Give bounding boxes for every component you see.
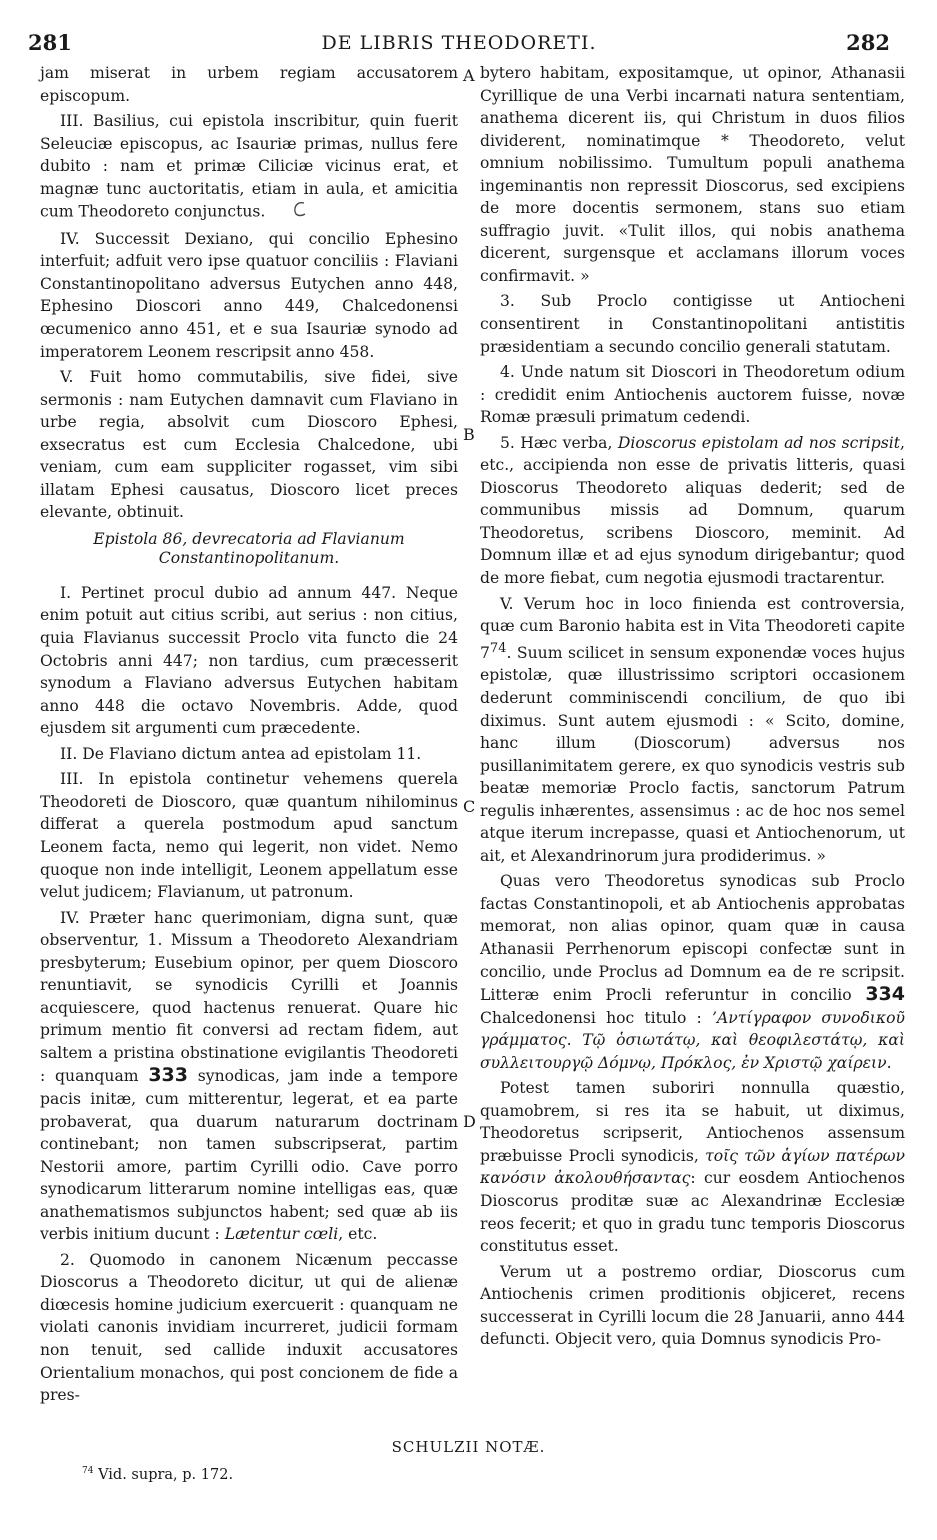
paragraph: II. De Flaviano dictum antea ad epistolam 11.	[60, 744, 422, 763]
paragraph: IV. Successit Dexiano, qui concilio Ephesino interfuit; adfuit vero ipse quatuor conciliis : Flaviani Constantinopolitano adversus Eutychen anno 448, Ephesino Dioscori anno 449, Chalcedonensi œcumenico anno 451, et e sua Isauriæ synodo ad imperatorem Leonem rescripsit anno 458.	[40, 229, 458, 361]
margin-marker-a: A	[463, 66, 475, 85]
footnote-mark: 74	[82, 1466, 94, 1476]
footnote-ref: 74	[489, 640, 507, 656]
pencil-mark-icon	[270, 200, 310, 225]
paragraph-text: , etc., accipienda non esse de privatis litteris, quasi Dioscorus Theodoreto aliquas dederit; sed de communibus missis ad Domnum, quarum Theodoretus, scribens Dioscoro, meminit. Ad Domnum illæ et ad ejus synodum dirigebantur; quod de more fiebat, cum negotia ejusmodi tractarentur.	[480, 433, 905, 588]
footnote	[82, 1466, 233, 1483]
page-break-number: 333	[148, 1064, 188, 1087]
paragraph	[480, 432, 905, 590]
paragraph	[480, 870, 905, 1074]
paragraph: bytero habitam, expositamque, ut opinor, Athanasii Cyrillique de una Verbi incarnati natura sententiam, anathema dicerent iis, qui Christum in duos filios dividerent, nominatimque * Theodoreto, velut omnium nobilissimo. Tumultum populi anathema ingeminantis non repressit Dioscorus, sed excipiens de more docentis sermonem, stans suo etiam suffragio juvit. «Tulit illos, qui nobis anathema dicerent, surgensque et acclamans illorum voces confirmavit. »	[480, 64, 905, 285]
paragraph: I. Pertinet procul dubio ad annum 447. Neque enim potuit aut citius scribi, aut serius : non citius, quia Flavianus successit Proclo vita functo die 24 Octobris anni 447; non tardius, cum præcesserit synodum a Flaviano adversus Eutychen habitam anno 448 die octavo Novembris. Adde, quod ejusdem sit argumenti cum præcedente.	[40, 583, 458, 738]
footnote-text: Vid. supra, p. 172.	[98, 1466, 234, 1483]
notes-title: SCHULZII NOTÆ.	[391, 1438, 546, 1456]
paragraph	[480, 1077, 905, 1257]
margin-marker-b: B	[463, 425, 475, 444]
page-header	[28, 30, 890, 56]
paragraph: III. In epistola continetur vehemens querela Theodoreti de Dioscoro, quæ quantum nihilominus differat a querela postmodum apud sanctum Leonem facta, nemo qui legerit, non videt. Nemo quoque non inde intelligit, Leonem appellatum esse velut judicem; Flavianum, ut patronum.	[40, 770, 458, 902]
paragraph-text: : cur eosdem Antiochenos Dioscorus proditæ suæ ac Alexandrinæ Ecclesiæ reos fecerit; et quo in gradu tunc temporis Dioscorus constitutus esset.	[480, 1169, 905, 1256]
paragraph-text: V. Verum hoc in loco finienda est controversia, quæ cum Baronio habita est in Vita Theodoreti capite 7	[480, 594, 905, 662]
paragraph-text: IV. Præter hanc querimoniam, digna sunt, quæ observentur, 1. Missum a Theodoreto Alexandriam presbyterum; Eusebium opinor, per quem Dioscoro renuntiavit, se synodicis Cyrilli et Joannis acquiescere, quod hactenus renuerat. Quare hic primum mentio fit conversi ad rectam fidem, aut saltem a pristina obstinatione evigilantis Theodoreti : quanquam	[40, 908, 458, 1086]
section-heading: Epistola 86, devrecatoria ad Flavianum Constantinopolitanum.	[93, 529, 405, 567]
paragraph: 2. Quomodo in canonem Nicænum peccasse Dioscorus a Theodoreto dicitur, ut qui de alienæ diœcesis homine judicium exercuerit : quanquam ne violati canonis invidiam incurreret, judicii formam non tenuit, sed callide induxit accusatores Orientalium monachos, qui post concionem de fide a pres-	[40, 1250, 458, 1405]
paragraph: jam miserat in urbem regiam accusatorem episcopum.	[40, 64, 458, 105]
greek-quote: ’Αντίγραφον συνοδικοῦ γράμματος. Τῷ ὁσιωτάτῳ, καὶ θεοφιλεστάτῳ, καὶ συλλειτουργῷ Δόμνῳ, Πρόκλος, ἐν Χριστῷ χαίρειν.	[480, 1008, 905, 1072]
page-break-number: 334	[865, 983, 905, 1006]
paragraph-text: 5. Hæc verba,	[500, 433, 613, 452]
paragraph-text: Chalcedonensi hoc titulo :	[480, 1008, 702, 1027]
left-column	[40, 62, 458, 1410]
paragraph-text: III. Basilius, cui epistola inscribitur, quin fuerit Seleuciæ episcopus, ac Isauriæ primas, nullus fere dubito : nam et primæ Ciliciæ vicinus erat, et magnæ tunc auctoritatis, etiam in aula, et amicitia cum Theodoreto conjunctus.	[40, 112, 458, 221]
margin-marker-c: C	[463, 797, 476, 816]
paragraph: V. Fuit homo commutabilis, sive fidei, sive sermonis : nam Eutychen damnavit cum Flaviano in urbe regia, absolvit cum Dioscoro Ephesi, exsecratus est cum Ecclesia Chalcedone, ubi veniam, cum eam suppliciter rogasset, vim sibi illatam Ephesi causatus, Dioscoro licet preces elevante, obtinuit.	[40, 368, 458, 522]
italic-quote: Lætentur cœli	[224, 1225, 339, 1244]
paragraph-text: Potest tamen suboriri nonnulla quæstio, quamobrem, si res ita se habuit, ut diximus, Theodoretus scripserit, Antiochenos assensum præbuisse Procli synodicis,	[480, 1079, 905, 1165]
paragraph: 4. Unde natum sit Dioscori in Theodoretum odium : credidit enim Antiochenis auctorem fuisse, novæ Romæ præsuli primatum cedendi.	[480, 363, 905, 427]
paragraph-text: synodicas, jam inde a tempore pacis initæ, cum mitterentur, legerat, et ea parte probaverat, qua duarum naturarum doctrinam continebant; non tamen subscripserat, partim Nestorii amore, partim Cyrilli odio. Cave porro synodicarum litterarum nomine intelligas eas, quæ anathematismos subjunctos habent; sed quæ ab iis verbis initium ducunt :	[40, 1067, 458, 1244]
paragraph-text: Quas vero Theodoretus synodicas sub Proclo factas Constantinopoli, et ab Antiochenis approbatas memorat, non alias opinor, quam quæ in causa Athanasii Perrhenorum episcopi confectæ sunt in concilio, unde Proclus ad Domnum ea de re scripsit. Litteræ enim Procli referuntur in concilio	[480, 872, 905, 1005]
paragraph	[40, 907, 458, 1246]
margin-marker-d: D	[463, 1112, 476, 1131]
page-number-left: 281	[28, 30, 72, 55]
running-title: DE LIBRIS THEODORETI.	[321, 32, 597, 54]
paragraph: 3. Sub Proclo contigisse ut Antiocheni consentirent in Constantinopolitani antistitis præsidentiam a secundo concilio generali statutam.	[480, 292, 905, 356]
page-number-right: 282	[846, 30, 890, 55]
paragraph: Verum ut a postremo ordiar, Dioscorus cum Antiochenis crimen proditionis objiceret, recens successerat in Cyrilli locum die 28 Januarii, anno 444 defuncti. Objecit vero, quia Domnus synodicis Pro-	[480, 1262, 905, 1349]
italic-quote: Dioscorus epistolam ad nos scripsit	[617, 433, 901, 452]
right-column	[480, 62, 905, 1354]
paragraph	[40, 110, 458, 225]
paragraph	[480, 593, 905, 868]
paragraph-text: . Suum scilicet in sensum exponendæ voces hujus epistolæ, quæ illustrissimo scriptori occasionem dederunt comminiscendi concilium, de quo ibi diximus. Sunt autem ejusmodi : « Scito, domine, hanc illum (Dioscorum) adversus nos pusillanimitatem gerere, ex quo synodicis vestris sub beatæ memoriæ Proclo factis, sanctorum Patrum regulis inhærentes, assensimus : ac de hoc nos semel atque iterum increpasse, quasi et Antiochenorum, ut ait, et Alexandrinorum jura prodiderimus. »	[480, 643, 905, 865]
greek-quote: τοῖς τῶν ἁγίων πατέρων κανόσιν ἀκολουθήσαντας	[480, 1146, 905, 1188]
paragraph-text: , etc.	[338, 1225, 378, 1244]
